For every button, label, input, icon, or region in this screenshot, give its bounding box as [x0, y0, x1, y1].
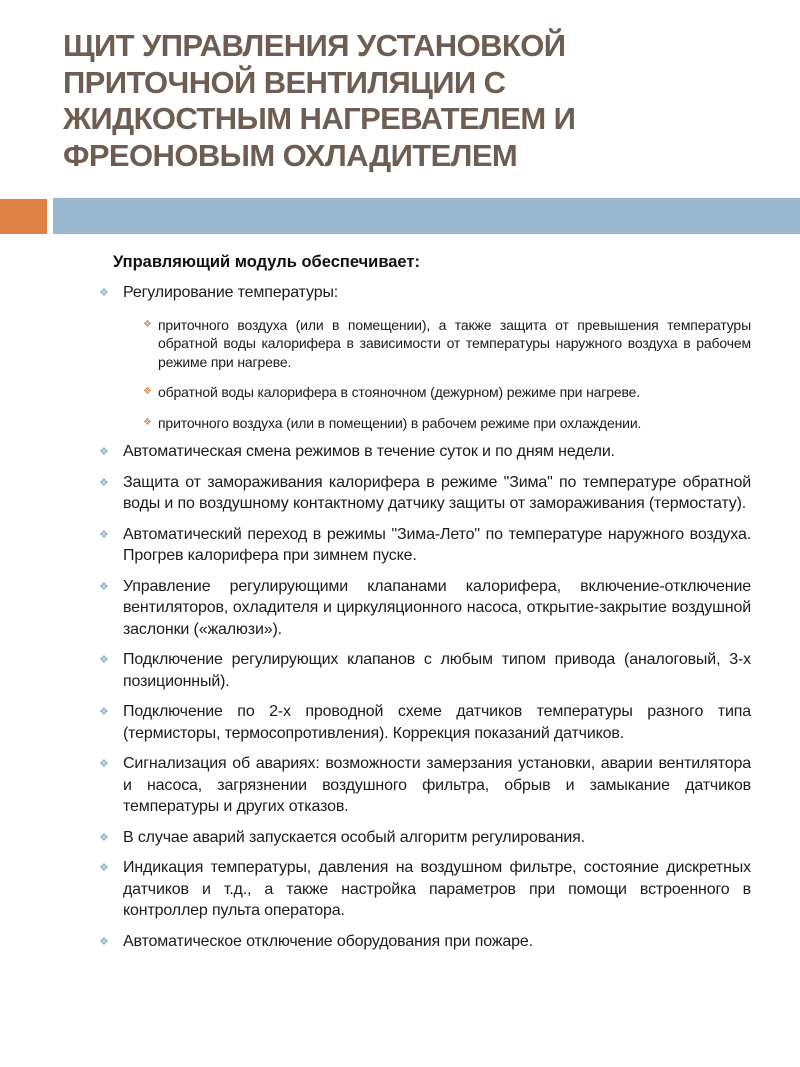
sub-list-item	[143, 316, 751, 372]
sub-list-item	[143, 414, 751, 433]
diamond-bullet-icon: ❖	[99, 445, 109, 458]
list-item	[99, 441, 751, 463]
list-item	[99, 857, 751, 922]
list-item-text: Автоматическое отключение оборудования при пожаре.	[123, 932, 533, 950]
list-item	[99, 576, 751, 641]
list-item	[99, 701, 751, 744]
diamond-bullet-icon: ❖	[99, 527, 109, 541]
list-item-text: Управление регулирующими клапанами калорифера, включение-отключение вентиляторов, охладителя и циркуляционного насоса, открытие-закрытие воздушной заслонки («жалюзи»).	[123, 577, 751, 638]
list-item-text: Автоматический переход в режимы "Зима-Лето" по температуре наружного воздуха. Прогрев калорифера при зимнем пуске.	[123, 525, 751, 564]
diamond-bullet-icon: ❖	[99, 705, 109, 718]
sub-list-item	[143, 383, 751, 402]
list-item	[99, 931, 751, 953]
list-item	[99, 472, 751, 515]
list-item	[99, 524, 751, 567]
accent-bar	[53, 198, 800, 234]
accent-square	[0, 199, 47, 234]
diamond-bullet-icon: ❖	[99, 934, 109, 948]
list-item-text: Индикация температуры, давления на воздушном фильтре, состояние дискретных датчиков и т.д., а также настройка параметров при помощи встроенного в контроллер пульта оператора.	[123, 859, 751, 919]
diamond-bullet-icon: ❖	[99, 475, 109, 489]
body-heading: Управляющий модуль обеспечивает:	[113, 253, 420, 271]
list-item-text: Регулирование температуры:	[123, 284, 339, 301]
list-item-text: Защита от замораживания калорифера в режиме "Зима" по температуре обратной воды и по воздушному контактному датчику защиты от замораживания (термостату).	[123, 473, 751, 512]
diamond-bullet-icon: ❖	[143, 416, 152, 428]
list-item-text: Сигнализация об авариях: возможности замерзания установки, аварии вентилятора и насоса, загрязнении воздушного фильтра, обрыв и замыкание датчиков температуры и других отказов.	[123, 755, 751, 815]
diamond-bullet-icon: ❖	[143, 386, 152, 397]
list-item-text: Автоматическая смена режимов в течение суток и по дням недели.	[123, 443, 615, 460]
diamond-bullet-icon: ❖	[99, 579, 109, 593]
list-item-text: В случае аварий запускается особый алгоритм регулирования.	[123, 828, 585, 846]
sub-list-item-text: обратной воды калорифера в стояночном (дежурном) режиме при нагреве.	[158, 384, 641, 400]
diamond-bullet-icon: ❖	[143, 318, 152, 330]
diamond-bullet-icon: ❖	[99, 830, 109, 844]
list-item	[99, 753, 751, 818]
list-item-text: Подключение по 2-х проводной схеме датчиков температуры разного типа (термисторы, термосопротивления). Коррекция показаний датчиков.	[123, 703, 751, 742]
sub-list-item-text: приточного воздуха (или в помещении), а также защита от превышения температуры обратной воды калорифера в зависимости от температуры наружного воздуха в рабочем режиме при нагреве.	[158, 316, 751, 370]
list-item	[99, 827, 751, 849]
diamond-bullet-icon: ❖	[99, 757, 109, 770]
list-item-text: Подключение регулирующих клапанов с любым типом привода (аналоговый, 3-х позиционный).	[123, 651, 751, 690]
list-item	[99, 649, 751, 692]
diamond-bullet-icon: ❖	[99, 861, 109, 874]
diamond-bullet-icon: ❖	[99, 286, 109, 299]
diamond-bullet-icon: ❖	[99, 653, 109, 666]
slide-body	[99, 252, 751, 952]
slide-title: ЩИТ УПРАВЛЕНИЯ УСТАНОВКОЙ ПРИТОЧНОЙ ВЕНТИЛЯЦИИ С ЖИДКОСТНЫМ НАГРЕВАТЕЛЕМ И ФРЕОНОВЫМ ОХЛАДИТЕЛЕМ	[63, 28, 576, 173]
list-item	[99, 282, 751, 304]
sub-list-item-text: приточного воздуха (или в помещении) в рабочем режиме при охлаждении.	[158, 414, 642, 431]
